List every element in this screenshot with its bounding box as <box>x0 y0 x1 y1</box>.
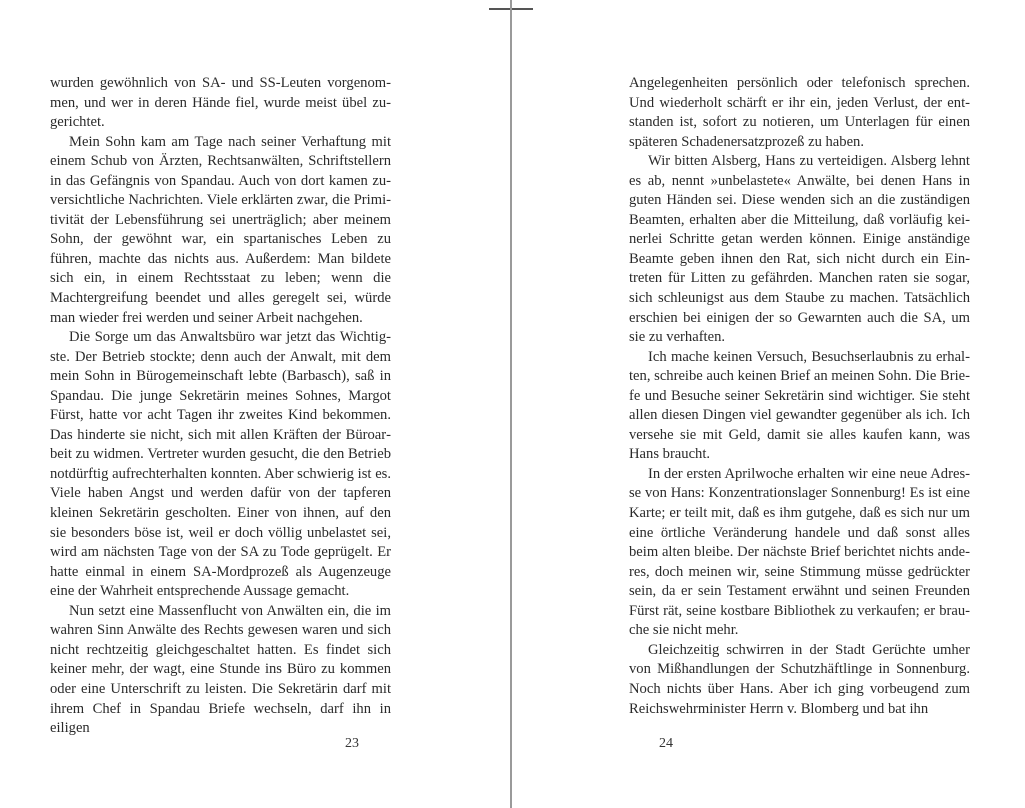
page-gutter <box>510 0 512 808</box>
paragraph: Mein Sohn kam am Tage nach seiner Verhaftung mit einem Schub von Ärzten, Rechtsanwälten, Schriftstellern in das Gefängnis von Spandau. Auch von dort kamen zuversichtliche Nachrichten. Viele erklärten zwar, die Primitivität der Lebensführung sei unerträglich; aber meinem Sohn, der gewöhnt war, ein spartanisches Leben zu führen, machte das nichts aus. Außerdem: Man bildete sich ein, in einem Rechtsstaat zu leben; wenn die Machtergreifung beendet und alles geregelt sei, würde man wieder frei werden und seiner Arbeit nachgehen. <box>50 133 391 326</box>
page-number-right: 24 <box>659 736 673 751</box>
paragraph: Nun setzt eine Massenflucht von Anwälten ein, die im wahren Sinn Anwälte des Rechts gewesen waren und sich nicht rechtzeitig gleichgeschaltet hatten. Es findet sich keiner mehr, der wagt, eine Stunde ins Büro zu kommen oder eine Unterschrift zu leisten. Die Sekretärin darf mit ihrem Chef in Spandau Briefe wechseln, darf ihn in eiligen <box>50 602 391 737</box>
paragraph: Ich mache keinen Versuch, Besuchserlaubnis zu erhalten, schreibe auch keinen Brief an meinen Sohn. Die Briefe und Besuche seiner Sekretärin sind wichtiger. Sie steht allen diesen Dingen viel gewandter gegenüber als ich. Ich versehe sie mit Geld, damit sie alles kaufen kann, was Hans braucht. <box>629 348 970 463</box>
page-number-left: 23 <box>345 736 359 751</box>
paragraph: Die Sorge um das Anwaltsbüro war jetzt das Wichtigste. Der Betrieb stockte; denn auch der Anwalt, mit dem mein Sohn in Bürogemeinschaft lebte (Barbasch), saß in Spandau. Die junge Sekretärin meines Sohnes, Margot Fürst, hatte vor acht Tagen ihr zweites Kind bekommen. Das hinderte sie nicht, sich mit allen Kräften der Büroarbeit zu widmen. Vertreter wurden gesucht, die den Betrieb notdürftig aufrechterhalten konnten. Aber schwierig ist es. Viele haben Angst und werden dafür von der tapferen kleinen Sekretärin gescholten. Einer von ihnen, auf den sie besonders böse ist, weil er doch völlig unbelastet sei, wird am nächsten Tage von der SA zu Tode geprügelt. Er hatte einmal in einem SA-Mordprozeß als Augenzeuge eine der Wahrheit entsprechende Aussage gemacht. <box>50 329 391 600</box>
paragraph: Gleichzeitig schwirren in der Stadt Gerüchte umher von Mißhandlungen der Schutzhäftlinge in Sonnenburg. Noch nichts über Hans. Aber ich ging vorbeugend zum Reichswehrminister Herrn v. Blomberg und bat ihn <box>629 641 970 717</box>
right-page-body <box>629 74 970 719</box>
left-page-body <box>50 74 391 739</box>
paragraph: Wir bitten Alsberg, Hans zu verteidigen. Alsberg lehnt es ab, nennt »unbelastete« Anwälte, bei denen Hans in guten Händen sei. Diese wenden sich an die zuständigen Beamten, erhalten aber die Mitteilung, daß vorläufig keinerlei Schritte getan werden können. Einige anständige Beamte geben ihnen den Rat, sich nicht durch ein Eintreten für Litten zu gefährden. Manchen raten sie sogar, sich schleunigst aus dem Staube zu machen. Tatsächlich erschien bei einigen der so Gewarnten auch die SA, um sie zu verhaften. <box>629 153 970 346</box>
paragraph: wurden gewöhnlich von SA- und SS-Leuten vorgenommen, und wer in deren Hände fiel, wurde meist übel zugerichtet. <box>50 75 391 131</box>
paragraph: In der ersten Aprilwoche erhalten wir eine neue Adresse von Hans: Konzentrationslager Sonnenburg! Es ist eine Karte; er teilt mit, daß es ihm gutgehe, daß es sich nur um eine örtliche Veränderung handele und daß sonst alles beim alten bleibe. Der nächste Brief berichtet nichts anderes, doch meinen wir, seine Stimmung müsse gedrückter sein, da er sein Testament erwähnt und seinen Freunden Fürst rät, seine kostbare Bibliothek zu verkaufen; er brauche sie nicht mehr. <box>629 465 970 639</box>
paragraph: Angelegenheiten persönlich oder telefonisch sprechen. Und wiederholt schärft er ihr ein, jeden Verlust, der entstanden ist, sofort zu notieren, um Unterlagen für einen späteren Schadenersatzprozeß zu haben. <box>629 75 970 150</box>
